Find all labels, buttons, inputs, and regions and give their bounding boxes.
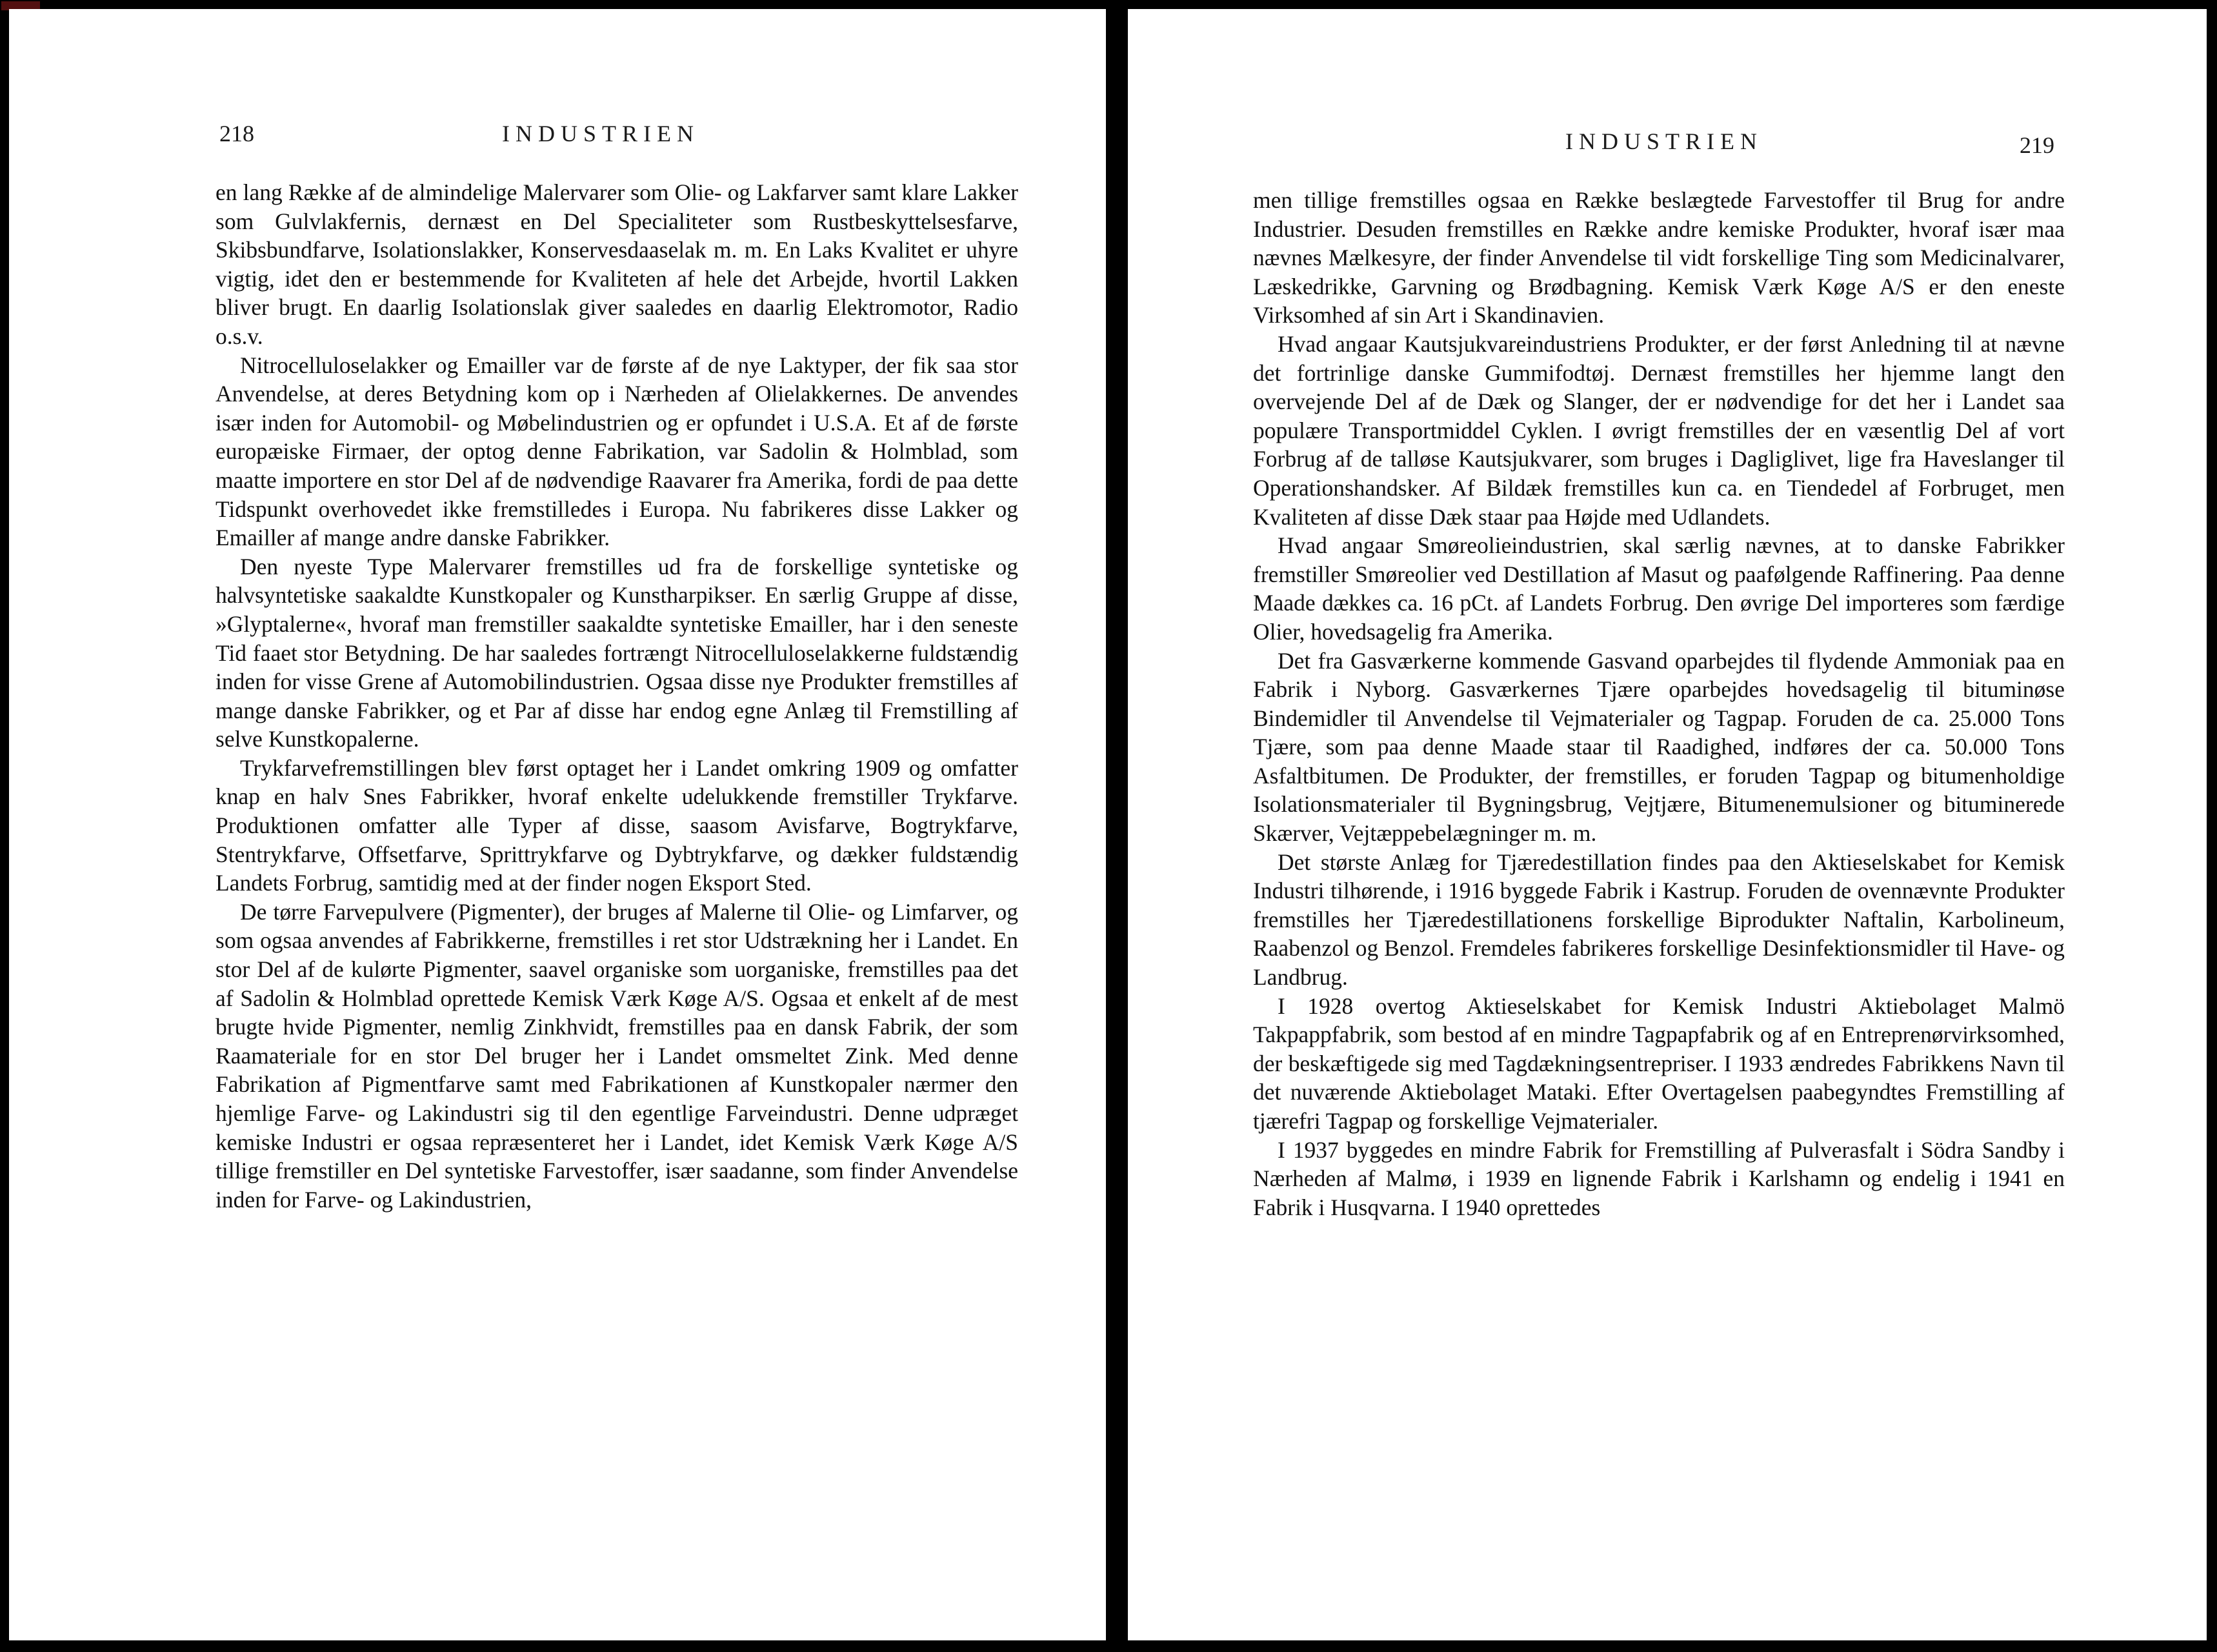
right-page <box>1128 9 2207 1640</box>
running-title: INDUSTRIEN <box>1565 128 1763 154</box>
paragraph: De tørre Farvepulvere (Pigmenter), der bruges af Malerne til Olie- og Limfarver, og som ogsaa anvendes af Fabrikkerne, fremstilles i ret stor Udstrækning her i Landet. En stor Del af de kulørte Pigmenter, saavel organiske som uorganiske, fremstilles paa det af Sadolin & Holmblad oprettede Kemisk Værk Køge A/S. Ogsaa et enkelt af de mest brugte hvide Pigmenter, nemlig Zinkhvidt, fremstilles paa en dansk Fabrik, der som Raamateriale for en stor Del bruger her i Landet omsmeltet Zink. Med denne Fabrikation af Pigmentfarve samt med Fabrikationen af Kunstkopaler nærmer den hjemlige Farve- og Lakindustri sig til den egentlige Farveindustri. Denne udpræget kemiske Industri er ogsaa repræsenteret her i Landet, idet Kemisk Værk Køge A/S tillige fremstiller en Del syntetiske Farvestoffer, især saadanne, som finder Anvendelse inden for Farve- og Lakindustrien, <box>216 898 1018 1213</box>
paragraph: Det fra Gasværkerne kommende Gasvand oparbejdes til flydende Ammoniak paa en Fabrik i Nyborg. Gasværkernes Tjære oparbejdes hovedsagelig til bituminøse Bindemidler til Anvendelse til Vejmaterialer og Tagpap. Foruden de ca. 25.000 Tons Tjære, som paa denne Maade staar til Raadighed, indføres der ca. 50.000 Tons Asfaltbitumen. De Produkter, der fremstilles, er foruden Tagpap og bitumenholdige Isolationsmaterialer til Bygningsbrug, Vejtjære, Bitumenemulsioner og bituminerede Skærver, Vejtæppebelægninger m. m. <box>1253 647 2065 847</box>
left-page <box>9 9 1106 1640</box>
paragraph: Hvad angaar Kautsjukvareindustriens Produkter, er der først Anledning til at nævne det fortrinlige danske Gummifodtøj. Dernæst fremstilles her hjemme langt den overvejende Del af de Dæk og Slanger, der er nødvendige for det her i Landet saa populære Transportmiddel Cyklen. I øvrigt fremstilles der en væsentlig Del af vort Forbrug af de talløse Kautsjukvarer, som bruges i Dagliglivet, lige fra Haveslanger til Operationshandsker. Af Bildæk fremstilles kun ca. en Tiendedel af Forbruget, men Kvaliteten af disse Dæk staar paa Højde med Udlandets. <box>1253 330 2065 530</box>
paragraph: men tillige fremstilles ogsaa en Række beslægtede Farvestoffer til Brug for andre Industrier. Desuden fremstilles en Række andre kemiske Produkter, hvoraf især maa nævnes Mælkesyre, der finder Anvendelse til vidt forskellige Ting som Medicinalvarer, Læskedrikke, Garvning og Brødbagning. Kemisk Værk Køge A/S er den eneste Virksomhed af sin Art i Skandinavien. <box>1253 187 2065 328</box>
paragraph: Hvad angaar Smøreolieindustrien, skal særlig nævnes, at to danske Fabrikker fremstiller Smøreolier ved Destillation af Masut og paafølgende Raffinering. Paa denne Maade dækkes ca. 16 pCt. af Landets Forbrug. Den øvrige Del importeres som færdige Olier, hovedsagelig fra Amerika. <box>1253 532 2065 645</box>
body-text <box>1253 186 2065 1222</box>
paragraph: Det største Anlæg for Tjæredestillation findes paa den Aktieselskabet for Kemisk Industri tilhørende, i 1916 byggede Fabrik i Kastrup. Foruden de ovennævnte Produkter fremstilles her Tjæredestillationens forskellige Biprodukter Naftalin, Karbolineum, Raabenzol og Benzol. Fremdeles fabrikeres forskellige Desinfektionsmidler til Have- og Landbrug. <box>1253 849 2065 991</box>
paragraph: Nitrocelluloselakker og Emailler var de første af de nye Laktyper, der fik saa stor Anvendelse, at deres Betydning kom op i Nærheden af Olielakkernes. De anvendes især inden for Automobil- og Møbelindustrien og er opfundet i U.S.A. Et af de første europæiske Firmaer, der optog denne Fabrikation, var Sadolin & Holmblad, som maatte importere en stor Del af de nødvendige Raavarer fra Amerika, fordi de paa dette Tidspunkt overhovedet ikke fremstilledes i Europa. Nu fabrikeres disse Lakker og Emailler af mange andre danske Fabrikker. <box>216 352 1018 551</box>
page-number: 218 <box>219 121 254 146</box>
paragraph: I 1937 byggedes en mindre Fabrik for Fremstilling af Pulverasfalt i Södra Sandby i Nærheden af Malmø, i 1939 en lignende Fabrik i Karlshamn og endelig i 1941 en Fabrik i Husqvarna. I 1940 oprettedes <box>1253 1136 2065 1220</box>
paragraph: en lang Række af de almindelige Malervarer som Olie- og Lakfarver samt klare Lakker som Gulvlakfernis, dernæst en Del Specialiteter som Rustbeskyttelsesfarve, Skibsbundfarve, Isolationslakker, Konservesdaaselak m. m. En Laks Kvalitet er uhyre vigtig, idet den er bestemmende for Kvaliteten af hele det Arbejde, hvortil Lakken bliver brugt. En daarlig Isolationslak giver saaledes en daarlig Elektromotor, Radio o.s.v. <box>216 179 1018 349</box>
paragraph: Trykfarvefremstillingen blev først optaget her i Landet omkring 1909 og omfatter knap en halv Snes Fabrikker, hvoraf enkelte udelukkende fremstiller Trykfarve. Produktionen omfatter alle Typer af disse, saasom Avisfarve, Bogtrykfarve, Stentrykfarve, Offsetfarve, Sprittrykfarve og Dybtrykfarve, og dækker fuldstændig Landets Forbrug, samtidig med at der finder nogen Eksport Sted. <box>216 754 1018 896</box>
running-title: INDUSTRIEN <box>502 121 699 146</box>
paragraph: I 1928 overtog Aktieselskabet for Kemisk Industri Aktiebolaget Malmö Takpappfabrik, som bestod af en mindre Tagpapfabrik og af en Entreprenørvirksomhed, der beskæftigede sig med Tagdækningsentrepriser. I 1933 ændredes Fabrikkens Navn til det nuværende Aktiebolaget Mataki. Efter Overtagelsen paabegyndtes Fremstilling af tjærefri Tagpap og forskellige Vejmaterialer. <box>1253 992 2065 1134</box>
paragraph: Den nyeste Type Malervarer fremstilles ud fra de forskellige syntetiske og halvsyntetiske saakaldte Kunstkopaler og Kunstharpikser. En særlig Gruppe af disse, »Glyptalerne«, hvoraf man fremstiller saakaldte syntetiske Emailler, har i den seneste Tid faaet stor Betydning. De har saaledes fortrængt Nitrocelluloselakkerne fuldstændig inden for visse Grene af Automobilindustrien. Ogsaa disse nye Produkter fremstilles af mange danske Fabrikker, og et Par af disse har endog egne Anlæg til Fremstilling af selve Kunstkopalerne. <box>216 553 1018 752</box>
page-number: 219 <box>2020 132 2054 158</box>
body-text <box>216 178 1018 1214</box>
